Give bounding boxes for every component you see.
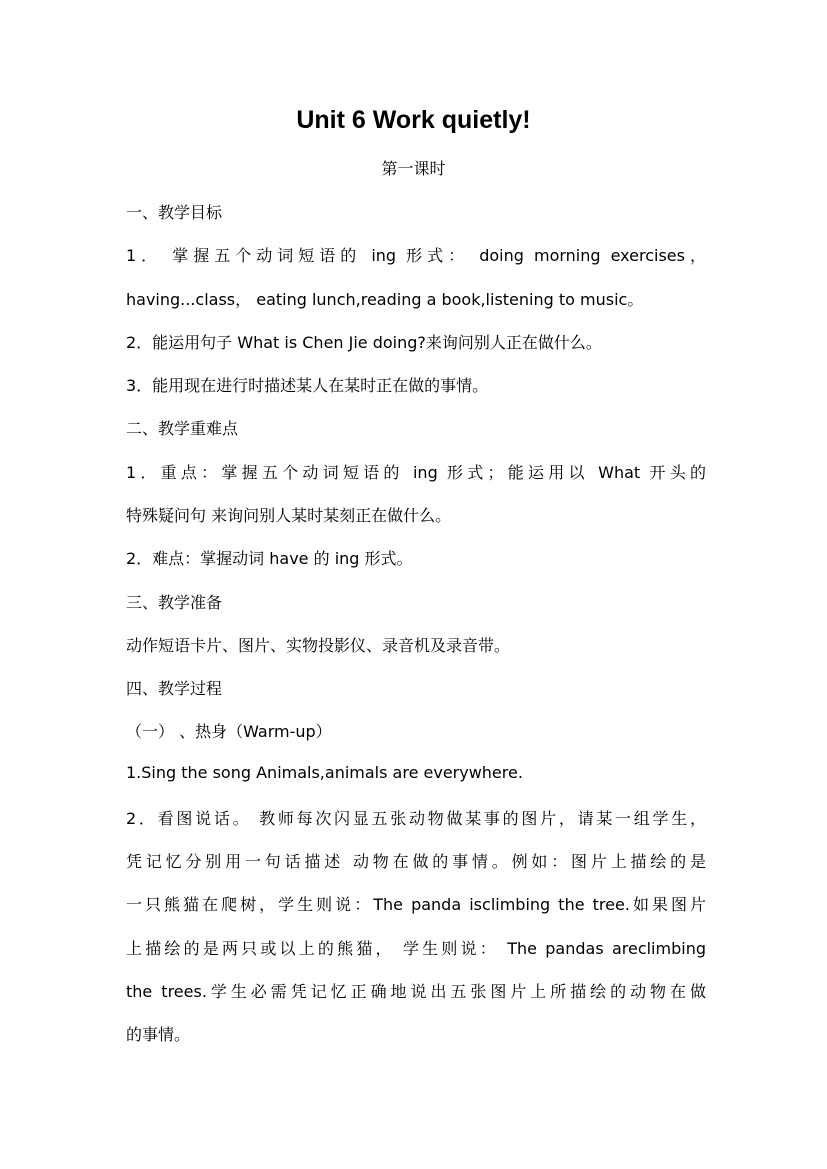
section-heading-process: 四、教学过程: [126, 679, 223, 698]
paragraph-line: 1.Sing the song Animals,animals are everywhere.: [126, 763, 523, 782]
paragraph-line: 动作短语卡片、图片、实物投影仪、录音机及录音带。: [126, 636, 511, 655]
paragraph-line: 1．重点：掌握五个动词短语的 ing 形式；能运用以 What 开头的: [126, 463, 706, 482]
lesson-subtitle: 第一课时: [381, 159, 446, 178]
document-title: Unit 6 Work quietly!: [296, 106, 531, 134]
paragraph-line: 1． 掌握五个动词短语的 ing 形式： doing morning exercises，: [126, 246, 706, 265]
paragraph-line: 一只熊猫在爬树，学生则说：The panda isclimbing the tree.如果图片: [126, 895, 706, 914]
paragraph-line: 的事情。: [126, 1025, 191, 1044]
paragraph-line: 上描绘的是两只或以上的熊猫， 学生则说： The pandas areclimbing: [126, 939, 706, 958]
section-heading-objectives: 一、教学目标: [126, 203, 223, 222]
subsection-heading-warm-up: （一） 、热身（Warm-up）: [126, 722, 332, 741]
paragraph-line: 凭记忆分别用一句话描述 动物在做的事情。例如：图片上描绘的是: [126, 852, 706, 871]
paragraph-line: 特殊疑问句 来询问别人某时某刻正在做什么。: [126, 506, 452, 525]
paragraph-line: 3．能用现在进行时描述某人在某时正在做的事情。: [126, 376, 489, 395]
paragraph-line: having...class， eating lunch,reading a book,listening to music。: [126, 290, 644, 309]
paragraph-line: 2．看图说话。 教师每次闪显五张动物做某事的图片，请某一组学生，: [126, 809, 706, 828]
paragraph-line: the trees.学生必需凭记忆正确地说出五张图片上所描绘的动物在做: [126, 982, 706, 1001]
paragraph-line: 2．能运用句子 What is Chen Jie doing?来询问别人正在做什么。: [126, 333, 602, 352]
paragraph-line: 2．难点：掌握动词 have 的 ing 形式。: [126, 549, 413, 568]
section-heading-preparation: 三、教学准备: [126, 593, 223, 612]
section-heading-key-points: 二、教学重难点: [126, 419, 239, 438]
